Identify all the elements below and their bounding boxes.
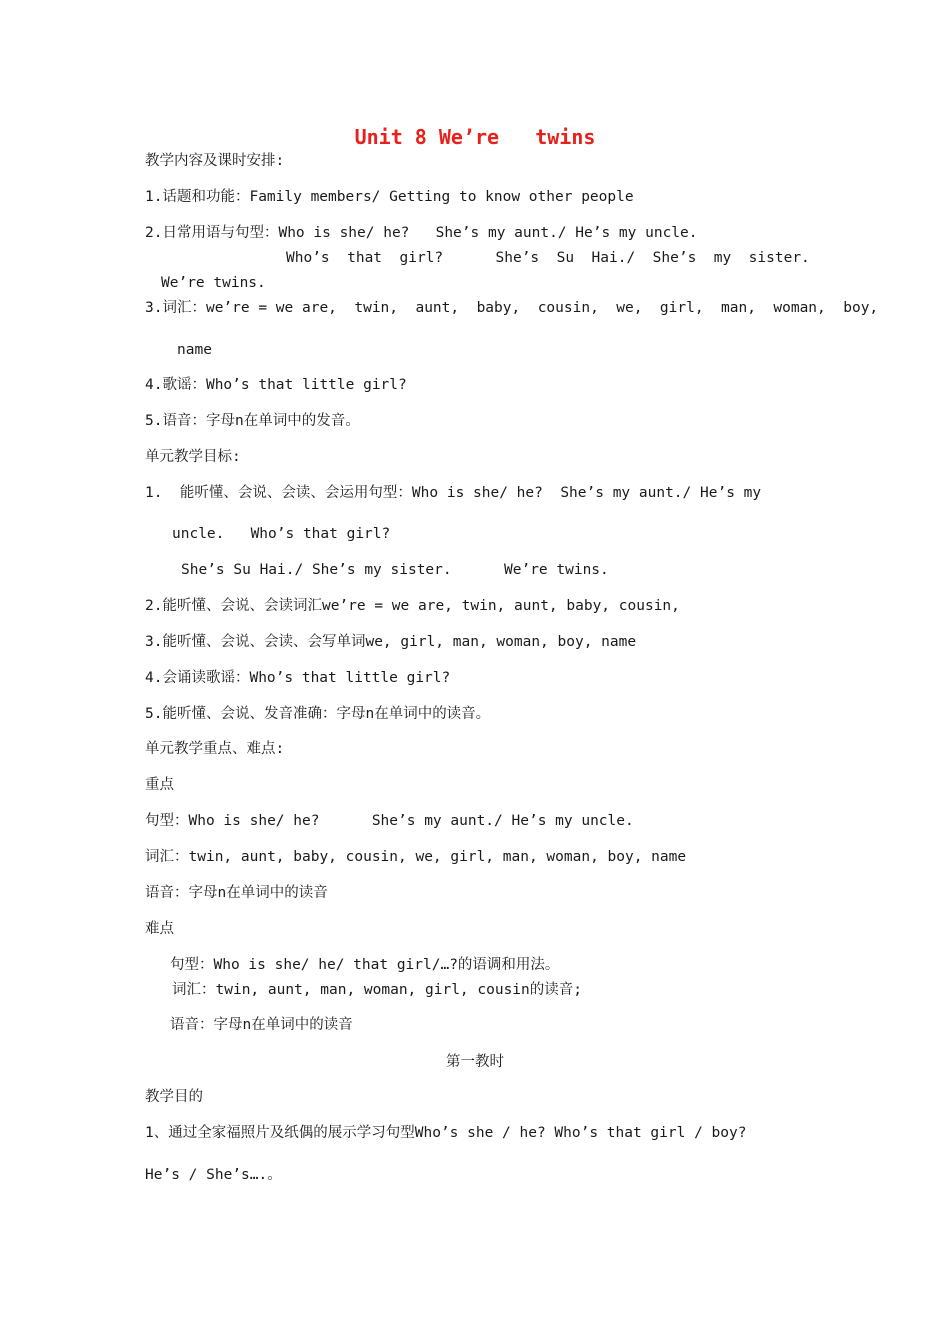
key-phonics: 语音：字母n在单词中的读音 [145,885,328,901]
section-heading-goals: 单元教学目标: [145,449,241,465]
goal-item-1-cont2: She’s Su Hai./ She’s my sister. We’re twins. [181,562,609,578]
content-item-2-cont2: We’re twins. [161,275,266,291]
difficult-phonics: 语音：字母n在单词中的读音 [170,1017,353,1033]
content-item-5: 5.语音：字母n在单词中的发音。 [145,413,360,429]
subheading-key: 重点 [145,777,174,793]
key-sentence: 句型：Who is she/ he? She’s my aunt./ He’s my uncle. [145,813,634,829]
objective-item-1: 1、通过全家福照片及纸偶的展示学习句型Who’s she / he? Who’s that girl / boy? [145,1125,747,1141]
goal-item-1-cont: uncle. Who’s that girl? [172,526,391,542]
goal-item-5: 5.能听懂、会说、发音准确：字母n在单词中的读音。 [145,706,491,722]
section-heading-objectives: 教学目的 [145,1089,203,1105]
content-item-4: 4.歌谣：Who’s that little girl? [145,377,407,393]
goal-item-4: 4.会诵读歌谣：Who’s that little girl? [145,670,451,686]
goal-item-1: 1. 能听懂、会说、会读、会运用句型：Who is she/ he? She’s my aunt./ He’s my [145,485,762,501]
difficult-sentence: 句型：Who is she/ he/ that girl/…?的语调和用法。 [170,957,560,973]
key-vocabulary: 词汇：twin, aunt, baby, cousin, we, girl, man, woman, boy, name [145,849,687,865]
content-item-3-cont: name [177,342,212,358]
goal-item-2: 2.能听懂、会说、会读词汇we’re = we are, twin, aunt, baby, cousin, [145,598,680,614]
content-item-3: 3.词汇：we’re = we are, twin, aunt, baby, cousin, we, girl, man, woman, boy, [145,300,879,316]
content-item-2: 2.日常用语与句型：Who is she/ he? She’s my aunt./ He’s my uncle. [145,225,698,241]
lesson-heading: 第一教时 [446,1054,504,1070]
content-item-2-cont: Who’s that girl? She’s Su Hai./ She’s my sister. [286,250,810,266]
goal-item-3: 3.能听懂、会说、会读、会写单词we, girl, man, woman, boy, name [145,634,637,650]
objective-item-1-cont: He’s / She’s….。 [145,1167,282,1183]
section-heading-key-points: 单元教学重点、难点: [145,741,285,757]
subheading-difficult: 难点 [145,921,174,937]
difficult-vocabulary: 词汇：twin, aunt, man, woman, girl, cousin的读音; [172,982,582,998]
content-item-1: 1.话题和功能：Family members/ Getting to know other people [145,189,634,205]
document-title: Unit 8 We’re twins [354,125,596,149]
section-heading-content: 教学内容及课时安排: [145,153,285,169]
